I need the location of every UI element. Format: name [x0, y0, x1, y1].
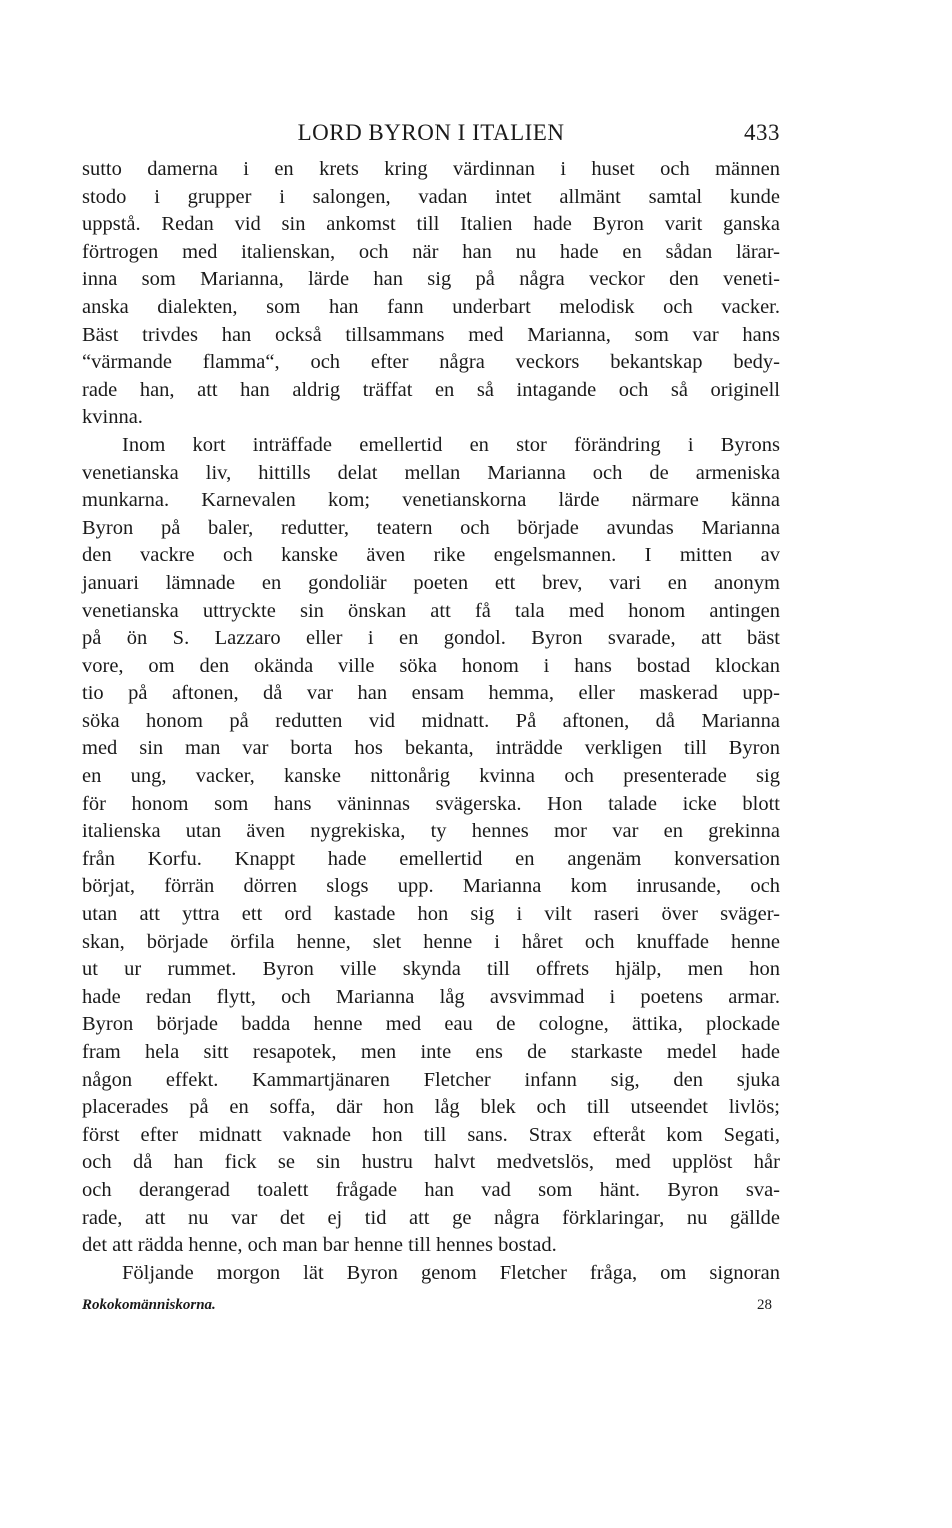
text-line: skan, började örfila henne, slet henne i håret och knuffade henne: [82, 930, 780, 953]
text-line: munkarna. Karnevalen kom; venetianskorna lärde närmare känna: [82, 489, 780, 512]
page-number: 433: [744, 120, 780, 145]
text-line: Bäst trivdes han också tillsammans med Marianna, som var hans: [82, 323, 780, 346]
text-line: stodo i grupper i salongen, vadan intet allmänt samtal kunde: [82, 185, 780, 208]
text-line: Inom kort inträffade emellertid en stor förändring i Byrons: [122, 433, 780, 456]
text-line: fram hela sitt resapotek, men inte ens de starkaste medel hade: [82, 1041, 780, 1063]
text-line: söka honom på redutten vid midnatt. På aftonen, då Marianna: [82, 709, 780, 732]
text-line: “värmande flamma“, och efter några veckors bekantskap bedy-: [82, 351, 780, 374]
text-line: anska dialekten, som han fann underbart melodisk och vacker.: [82, 295, 780, 318]
text-line: rade han, att han aldrig träffat en så intagande och så originell: [82, 378, 780, 401]
text-line: börjat, förrän dörren slogs upp. Marianna kom inrusande, och: [82, 875, 780, 898]
text-line: rade, att nu var det ej tid att ge några förklaringar, nu gällde: [82, 1206, 780, 1229]
text-line: venetianska liv, hittills delat mellan Marianna och de armeniska: [82, 461, 780, 484]
running-head: [82, 112, 780, 152]
text-line: Byron på baler, redutter, teatern och började avundas Marianna: [82, 516, 780, 539]
text-line: tio på aftonen, då var han ensam hemma, eller maskerad upp-: [82, 682, 780, 705]
text-line: den vackre och kanske även rike engelsmannen. I mitten av: [82, 544, 780, 567]
text-line: inna som Marianna, lärde han sig på några veckor den veneti-: [82, 268, 780, 291]
text-line: först efter midnatt vaknade hon till sans. Strax efteråt kom Segati,: [82, 1123, 780, 1146]
book-page: [82, 112, 780, 1342]
text-line: placerades på en soffa, där hon låg blek och till utseendet livlös;: [82, 1096, 780, 1119]
printer-signature: Rokokomänniskorna.: [82, 1297, 216, 1314]
text-line: och derangerad toalett frågade han vad som hänt. Byron sva-: [82, 1178, 780, 1201]
text-line: förtrogen med italienskan, och när han nu hade en sådan lärar-: [82, 240, 780, 263]
text-line: från Korfu. Knappt hade emellertid en angenäm konversation: [82, 847, 780, 870]
text-line: vore, om den okända ville söka honom i hans bostad klockan: [82, 654, 780, 677]
text-line: ut ur rummet. Byron ville skynda till offrets hjälp, men hon: [82, 958, 780, 981]
text-line: hade redan flytt, och Marianna låg avsvimmad i poetens armar.: [82, 985, 780, 1008]
text-line: en ung, vacker, kanske nittonårig kvinna och presenterade sig: [82, 765, 780, 788]
text-line: Följande morgon lät Byron genom Fletcher fråga, om signoran: [122, 1261, 780, 1284]
text-line: sutto damerna i en krets kring värdinnan i huset och männen: [82, 158, 780, 180]
text-line: någon effekt. Kammartjänaren Fletcher infann sig, den sjuka: [82, 1068, 780, 1091]
page-footer: [82, 1293, 780, 1323]
text-line: uppstå. Redan vid sin ankomst till Italien hade Byron varit ganska: [82, 213, 780, 236]
text-line: och då han fick se sin hustru halvt medvetslös, med upplöst hår: [82, 1151, 780, 1174]
text-line: det att rädda henne, och man bar henne till hennes bostad.: [82, 1234, 557, 1257]
text-line: januari lämnade en gondoliär poeten ett brev, vari en anonym: [82, 571, 780, 594]
sheet-number: 28: [757, 1297, 772, 1314]
text-line: för honom som hans väninnas svägerska. Hon talade icke blott: [82, 792, 780, 815]
text-line: utan att yttra ett ord kastade hon sig i vilt raseri över sväger-: [82, 903, 780, 926]
text-line: Byron började badda henne med eau de cologne, ättika, plockade: [82, 1013, 780, 1036]
text-line: med sin man var borta hos bekanta, inträdde verkligen till Byron: [82, 737, 780, 760]
running-title: LORD BYRON I ITALIEN: [297, 120, 565, 145]
text-line: på ön S. Lazzaro eller i en gondol. Byron svarade, att bäst: [82, 627, 780, 650]
text-line: italienska utan även nygrekiska, ty hennes mor var en grekinna: [82, 820, 780, 843]
body-text: [82, 156, 780, 1287]
text-line: kvinna.: [82, 406, 143, 429]
text-line: venetianska uttryckte sin önskan att få tala med honom antingen: [82, 599, 780, 622]
